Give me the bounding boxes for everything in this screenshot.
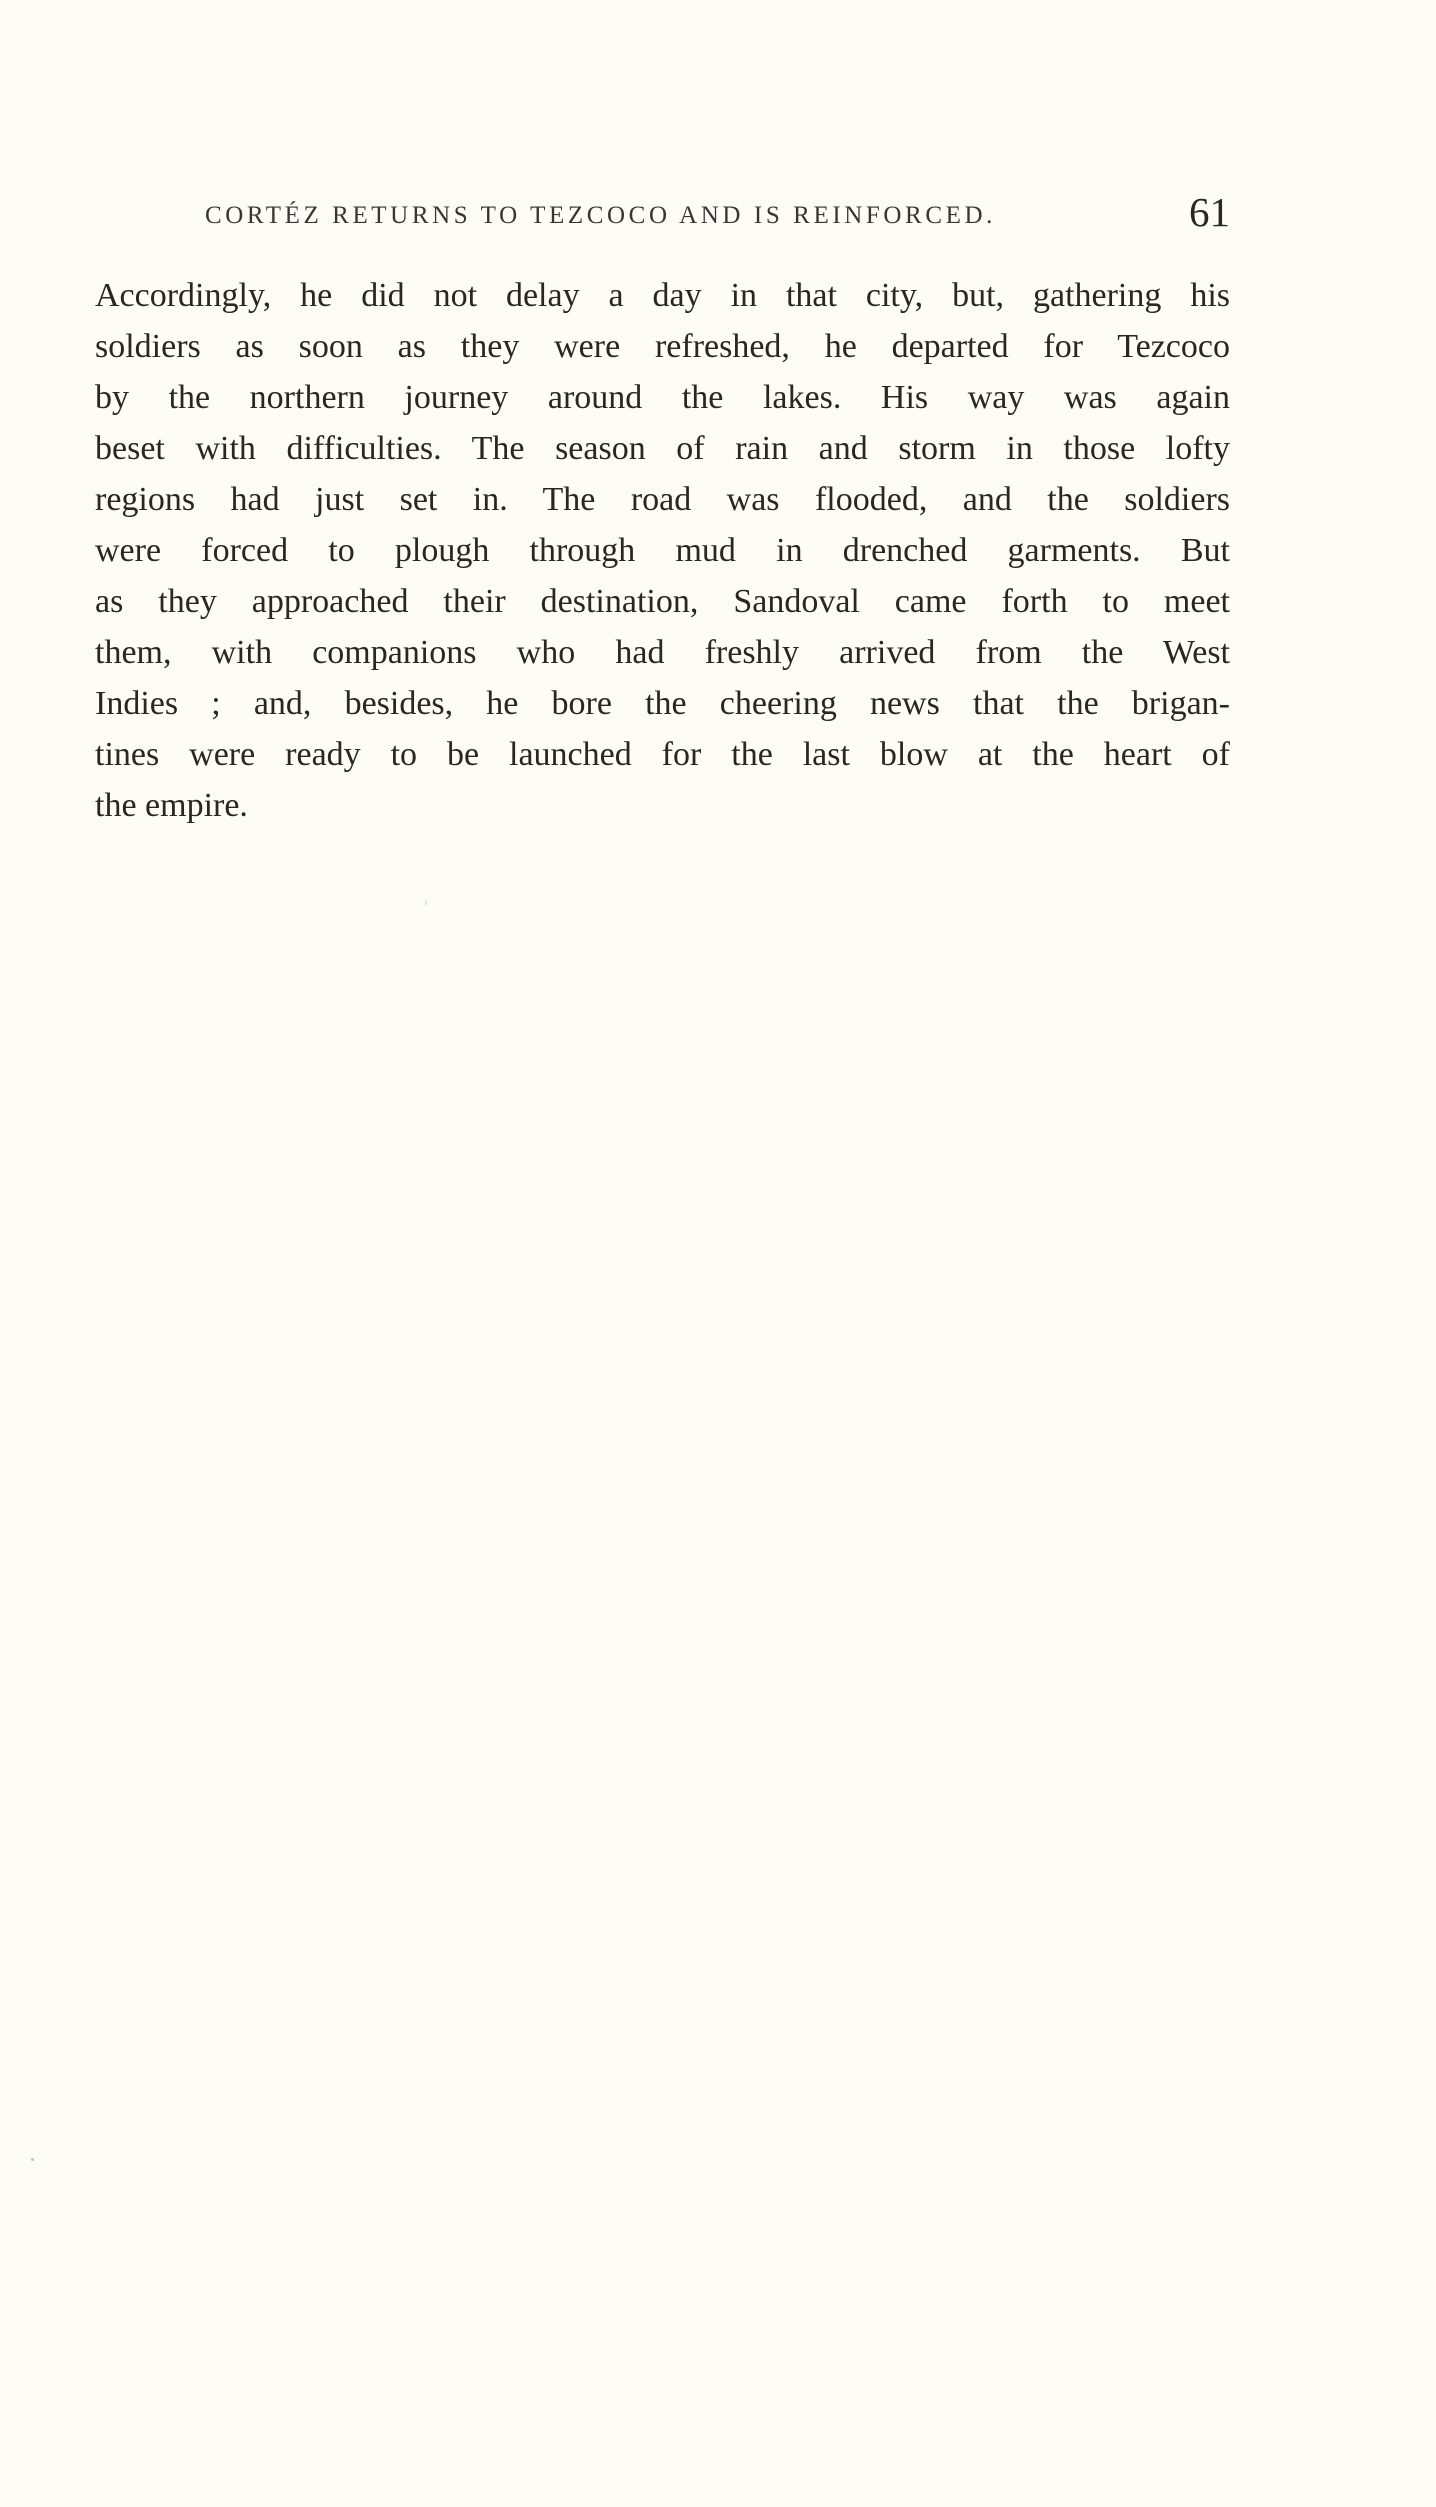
running-title: CORTÉZ RETURNS TO TEZCOCO AND IS REINFORCED. — [205, 202, 996, 229]
text-line: soldiers as soon as they were refreshed, he departed for Tezcoco — [95, 328, 1230, 365]
text-line: as they approached their destination, Sandoval came forth to meet — [95, 583, 1230, 620]
paper-speck — [425, 900, 427, 906]
page-number: 61 — [1189, 189, 1230, 235]
body-paragraph — [95, 270, 1230, 831]
text-line: were forced to plough through mud in drenched garments. But — [95, 532, 1230, 569]
running-head — [95, 188, 1230, 248]
text-line: them, with companions who had freshly arrived from the West — [95, 634, 1230, 671]
text-line: Accordingly, he did not delay a day in that city, but, gathering his — [95, 277, 1230, 314]
text-line: beset with difficulties. The season of rain and storm in those lofty — [95, 430, 1230, 467]
text-line: Indies ; and, besides, he bore the cheering news that the brigan- — [95, 685, 1230, 722]
text-line: regions had just set in. The road was flooded, and the soldiers — [95, 481, 1230, 518]
paper-speck — [31, 2158, 34, 2161]
text-line: tines were ready to be launched for the last blow at the heart of — [95, 736, 1230, 773]
text-line: the empire. — [95, 787, 248, 824]
text-line: by the northern journey around the lakes. His way was again — [95, 379, 1230, 416]
